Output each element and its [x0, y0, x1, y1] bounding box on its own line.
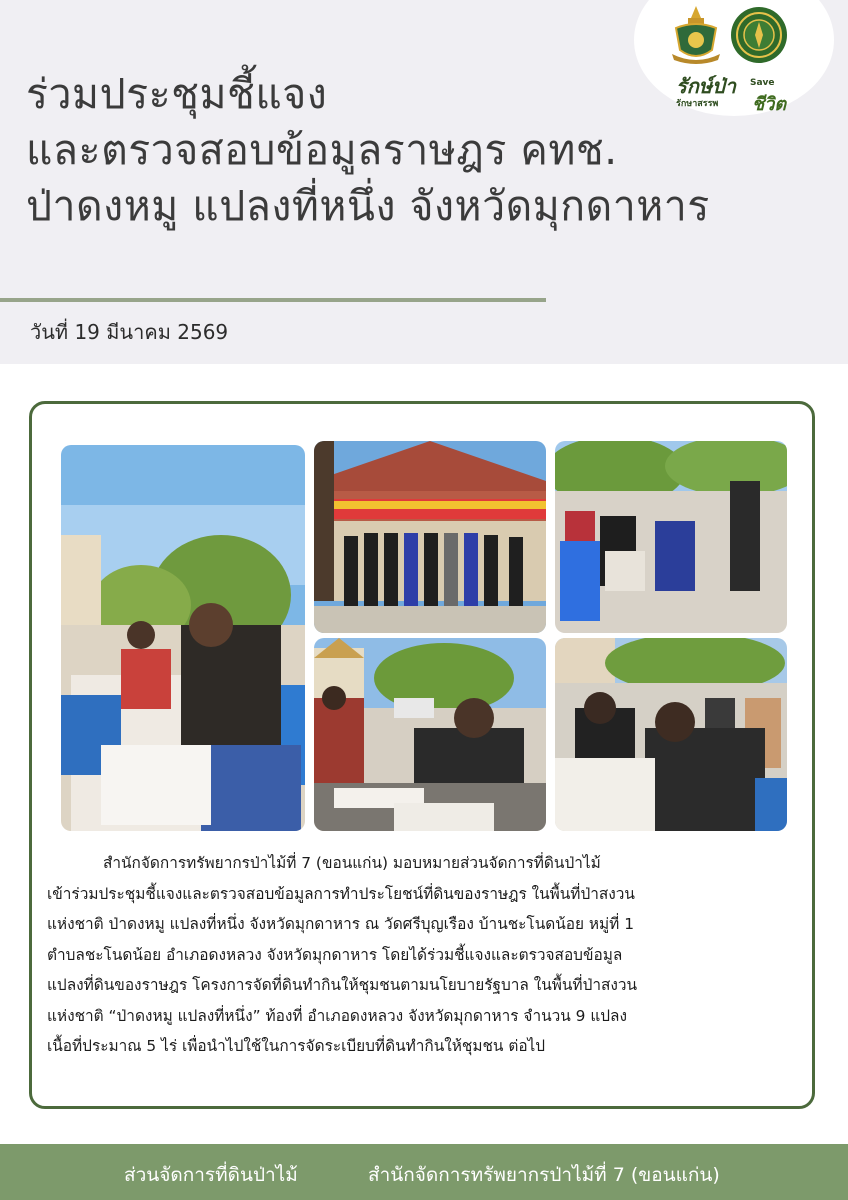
body-line-3: แห่งชาติ ป่าดงหมู แปลงที่หนึ่ง จังหวัดมุกดาหาร ณ วัดศรีบุญเรือง บ้านชะโนดน้อย หมู่ที่ 1: [47, 915, 635, 933]
brand-name: รักษ์ป่า: [676, 74, 736, 98]
title-divider: [0, 298, 546, 302]
photo-outdoor-discussion: [555, 441, 787, 633]
title-line-3: ป่าดงหมู แปลงที่หนึ่ง จังหวัดมุกดาหาร: [26, 182, 710, 230]
body-line-7: เนื้อที่ประมาณ 5 ไร่ เพื่อนำไปใช้ในการจัดระเบียบที่ดินทำกินให้ชุมชน ต่อไป: [47, 1037, 546, 1055]
body-line-6: แห่งชาติ “ป่าดงหมู แปลงที่หนึ่ง” ท้องที่ อำเภอดงหลวง จังหวัดมุกดาหาร จำนวน 9 แปลง: [47, 1006, 627, 1025]
forestry-seal-icon: [730, 6, 788, 64]
photo-group-temple: [314, 441, 546, 633]
page-title: [26, 66, 826, 234]
photo-table-verification: [555, 638, 787, 831]
body-line-5: แปลงที่ดินของราษฎร โครงการจัดที่ดินทำกินให้ชุมชนตามนโยบายรัฐบาล ในพื้นที่ป่าสงวน: [47, 976, 638, 994]
footer-office: สำนักจัดการทรัพยากรป่าไม้ที่ 7 (ขอนแก่น): [368, 1164, 720, 1186]
footer-bar: [0, 1144, 848, 1200]
body-line-2: เข้าร่วมประชุมชี้แจงและตรวจสอบข้อมูลการทำประโยชน์ที่ดินของราษฎร ในพื้นที่ป่าสงวน: [47, 884, 635, 903]
footer-unit: ส่วนจัดการที่ดินป่าไม้: [124, 1164, 298, 1186]
body-line-4: ตำบลชะโนดน้อย อำเภอดงหลวง จังหวัดมุกดาหาร โดยได้ร่วมชี้แจงและตรวจสอบข้อมูล: [47, 945, 623, 964]
photo-document-review: [314, 638, 546, 831]
title-line-2: และตรวจสอบข้อมูลราษฎร คทช.: [26, 126, 618, 174]
article-body: [47, 848, 807, 1062]
body-line-1: สำนักจัดการทรัพยากรป่าไม้ที่ 7 (ขอนแก่น) มอบหมายส่วนจัดการที่ดินป่าไม้: [103, 854, 601, 872]
title-line-1: ร่วมประชุมชี้แจง: [26, 70, 328, 118]
brand-sub: รักษาสรรพ: [676, 99, 719, 109]
brand-life: ชีวิต: [752, 94, 787, 115]
date-label: วันที่ 19 มีนาคม 2569: [30, 320, 229, 344]
forest-department-emblem-icon: [668, 4, 724, 64]
photo-meeting-signing: [61, 445, 305, 831]
brand-save: Save: [750, 78, 775, 88]
